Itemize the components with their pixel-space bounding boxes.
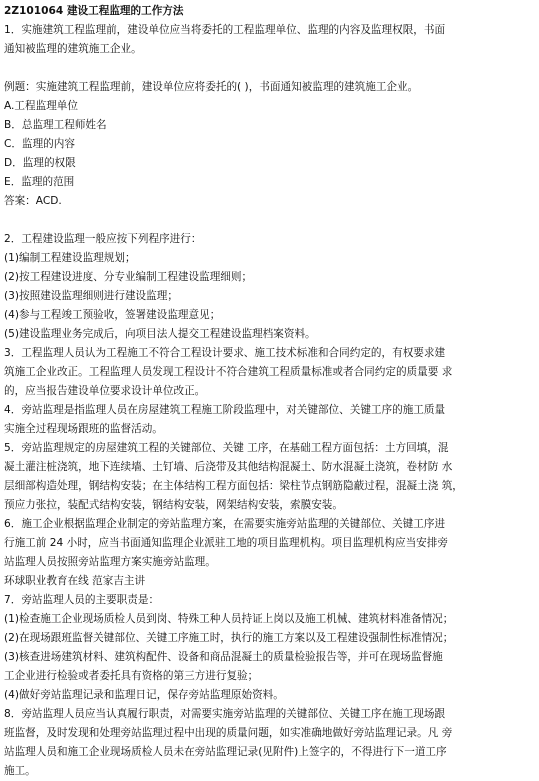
paragraph-line: 施工。 bbox=[4, 765, 36, 777]
section-5 bbox=[4, 439, 527, 515]
paragraph-line: 1．实施建筑工程监理前，建设单位应当将委托的工程监理单位、监理的内容及监理权限，书面 bbox=[4, 24, 446, 36]
section-4 bbox=[4, 401, 527, 439]
spacer bbox=[4, 59, 527, 78]
example-question-block bbox=[4, 78, 527, 211]
paragraph-line: 的，应当报告建设单位要求设计单位改正。 bbox=[4, 385, 206, 397]
paragraph-line: 通知被监理的建筑施工企业。 bbox=[4, 43, 142, 55]
spacer bbox=[4, 211, 527, 230]
list-item: (1)检查施工企业现场质检人员到岗、特殊工种人员持证上岗以及施工机械、建筑材料准备情况； bbox=[4, 613, 454, 625]
list-item: (4)参与工程竣工预验收，签署建设监理意见； bbox=[4, 309, 221, 321]
document-title: 2Z101064 建设工程监理的工作方法 bbox=[4, 5, 184, 17]
section-1 bbox=[4, 21, 527, 59]
list-item: (1)编制工程建设监理规划； bbox=[4, 252, 136, 264]
section-8 bbox=[4, 705, 527, 781]
paragraph-line: 实施全过程现场跟班的监督活动。 bbox=[4, 423, 163, 435]
section-2 bbox=[4, 230, 527, 344]
section-3 bbox=[4, 344, 527, 401]
list-item: (2)按工程建设进度、分专业编制工程建设监理细则； bbox=[4, 271, 253, 283]
paragraph-line: 预应力张拉，装配式结构安装，钢结构安装，网架结构安装，索膜安装。 bbox=[4, 499, 343, 511]
section-7 bbox=[4, 591, 527, 705]
option-d: D．监理的权限 bbox=[4, 157, 76, 169]
list-item: (2)在现场跟班监督关键部位、关键工序施工时，执行的施工方案以及工程建设强制性标准情况； bbox=[4, 632, 454, 644]
paragraph-line: 站监理人员按照旁站监理方案实施旁站监理。 bbox=[4, 556, 216, 568]
paragraph-line: 3．工程监理人员认为工程施工不符合工程设计要求、施工技术标准和合同约定的，有权要求建 bbox=[4, 347, 446, 359]
option-c: C．监理的内容 bbox=[4, 138, 75, 150]
paragraph-line: 5．旁站监理规定的房屋建筑工程的关键部位、关键 工序，在基础工程方面包括：土方回填，混 bbox=[4, 442, 449, 454]
paragraph-line: 层细部构造处理，钢结构安装；在主体结构工程方面包括：梁柱节点钢筋隐蔽过程，混凝土浇 筑， bbox=[4, 480, 463, 492]
option-b: B．总监理工程师姓名 bbox=[4, 119, 107, 131]
list-item: (5)建设监理业务完成后，向项目法人提交工程建设监理档案资料。 bbox=[4, 328, 316, 340]
paragraph-line: 凝土灌注桩浇筑，地下连续墙、土钉墙、后浇带及其他结构混凝土、防水混凝土浇筑，卷材防 水 bbox=[4, 461, 453, 473]
paragraph-line: 班监督，及时发现和处理旁站监理过程中出现的质量问题，如实准确地做好旁站监理记录。凡 旁 bbox=[4, 727, 453, 739]
list-item: (3)核查进场建筑材料、建筑构配件、设备和商品混凝土的质量检验报告等，并可在现场监督施 bbox=[4, 651, 443, 663]
list-item: (4)做好旁站监理记录和监理日记，保存旁站监理原始资料。 bbox=[4, 689, 284, 701]
section-heading: 2．工程建设监理一般应按下列程序进行： bbox=[4, 233, 202, 245]
list-item: (3)按照建设监理细则进行建设监理； bbox=[4, 290, 178, 302]
option-a: A.工程监理单位 bbox=[4, 100, 78, 112]
paragraph-line: 筑施工企业改正。工程监理人员发现工程设计不符合建筑工程质量标准或者合同约定的质量要 求 bbox=[4, 366, 453, 378]
section-heading: 7．旁站监理人员的主要职责是： bbox=[4, 594, 160, 606]
paragraph-line: 行施工前 24 小时，应当书面通知监理企业派驻工地的项目监理机构。项目监理机构应当安排旁 bbox=[4, 537, 448, 549]
paragraph-line: 4．旁站监理是指监理人员在房屋建筑工程施工阶段监理中，对关键部位、关键工序的施工质量 bbox=[4, 404, 446, 416]
paragraph-line: 8．旁站监理人员应当认真履行职责，对需要实施旁站监理的关键部位、关键工序在施工现场跟 bbox=[4, 708, 446, 720]
section-6 bbox=[4, 515, 527, 591]
example-question: 例题：实施建筑工程监理前，建设单位应将委托的( )，书面通知被监理的建筑施工企业。 bbox=[4, 81, 419, 93]
paragraph-line: 6．施工企业根据监理企业制定的旁站监理方案，在需要实施旁站监理的关键部位、关键工序进 bbox=[4, 518, 446, 530]
answer: 答案：ACD. bbox=[4, 195, 62, 207]
paragraph-line: 站监理人员和施工企业现场质检人员未在旁站监理记录(见附件)上签字的，不得进行下一道工序 bbox=[4, 746, 447, 758]
option-e: E．监理的范围 bbox=[4, 176, 75, 188]
list-item: 工企业进行检验或者委托具有资格的第三方进行复验； bbox=[4, 670, 259, 682]
source-credit: 环球职业教育在线 范家吉主讲 bbox=[4, 575, 146, 587]
